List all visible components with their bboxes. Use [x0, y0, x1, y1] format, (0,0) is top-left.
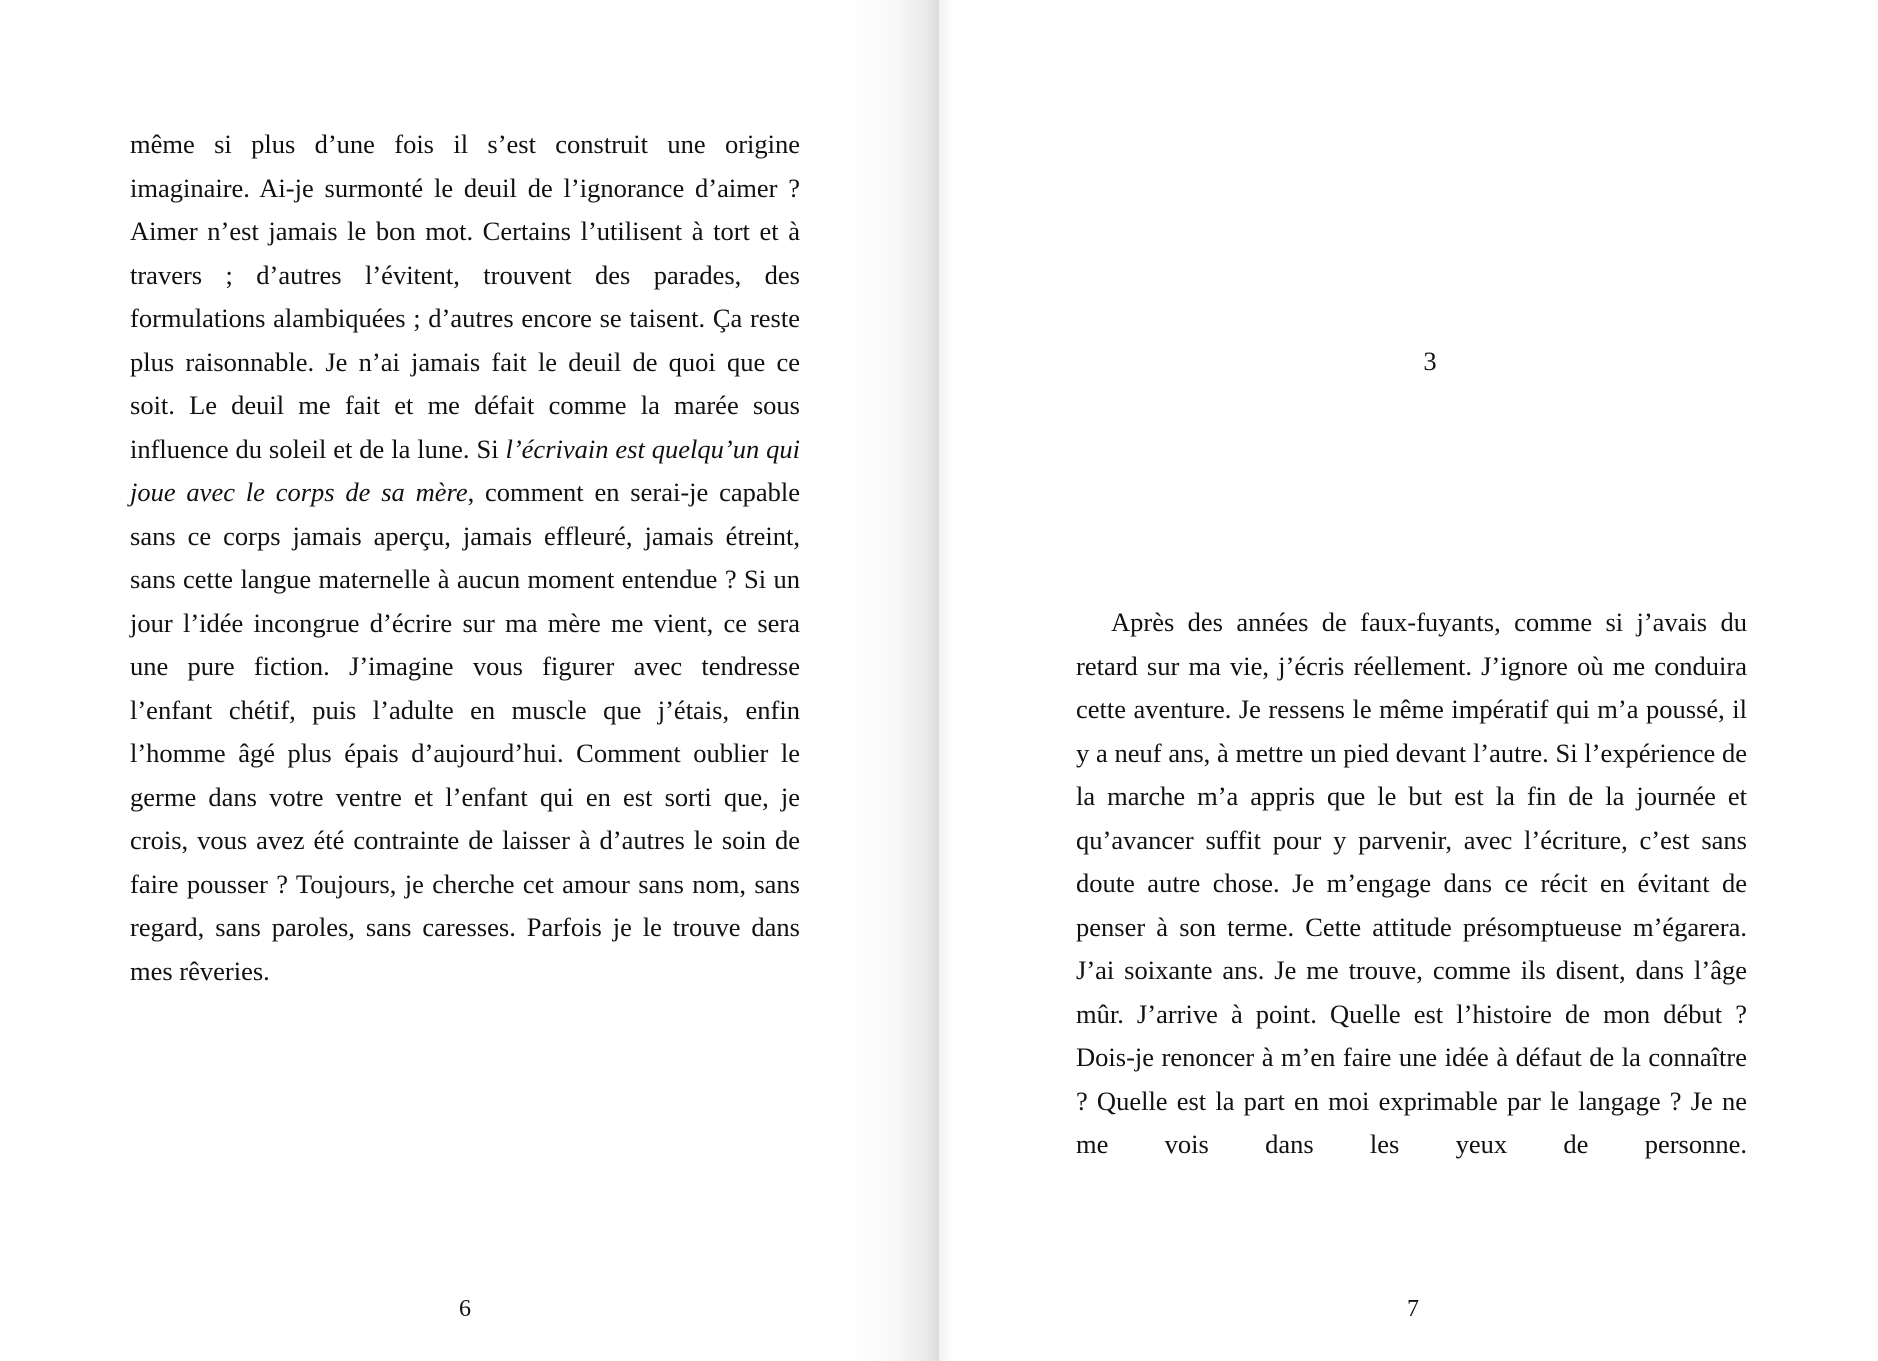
right-page-number: 7 [1407, 1296, 1419, 1322]
left-text-part-2: , comment en serai-je capable sans ce corps jamais aperçu, jamais effleuré, jamais étreint, sans cette langue maternelle à aucun moment entendue ? Si un jour l’idée incongrue d’écrire sur ma mère me vient, ce sera une pure fiction. J’imagine vous figurer avec tendresse l’enfant chétif, puis l’adulte en muscle que j’étais, enfin l’homme âgé plus épais d’aujourd’hui. Comment oublier le germe dans votre ventre et l’enfant qui en est sorti que, je crois, vous avez été contrainte de laisser à d’autres le soin de faire pousser ? Toujours, je cherche cet amour sans nom, sans regard, sans paroles, sans caresses. Parfois je le trouve dans mes rêveries. [130, 477, 800, 986]
left-page-text [130, 123, 800, 993]
right-page-text: Après des années de faux-fuyants, comme si j’avais du retard sur ma vie, j’écris réellement. J’ignore où me conduira cette aventure. Je ressens le même impératif qui m’a poussé, il y a neuf ans, à mettre un pied devant l’autre. Si l’expérience de la marche m’a appris que le but est la fin de la journée et qu’avancer suffit pour y parvenir, avec l’écriture, c’est sans doute autre chose. Je m’engage dans ce récit en évitant de penser à son terme. Cette attitude présomptueuse m’égarera. J’ai soixante ans. Je me trouve, comme ils disent, dans l’âge mûr. J’arrive à point. Quelle est l’histoire de mon début ? Dois-je renoncer à m’en faire une idée à défaut de la connaître ? Quelle est la part en moi exprimable par le langage ? Je ne me vois dans les yeux de personne. [1076, 607, 1747, 1159]
left-page-number: 6 [459, 1296, 471, 1322]
left-text-italic-quote: l’écrivain est quelqu’un qui joue avec le corps de sa mère [130, 433, 801, 507]
left-text-part-1: même si plus d’une fois il s’est construit une origine imaginaire. Ai-je surmonté le deuil de l’ignorance d’aimer ? Aimer n’est jamais le bon mot. Certains l’utilisent à tort et à travers ; d’autres l’évitent, trouvent des parades, des formulations alambiquées ; d’autres encore se taisent. Ça reste plus raisonnable. Je n’ai jamais fait le deuil de quoi que ce soit. Le deuil me fait et me défait comme la marée sous influence du soleil et de la lune. Si [130, 129, 800, 464]
chapter-number: 3 [1423, 346, 1437, 376]
